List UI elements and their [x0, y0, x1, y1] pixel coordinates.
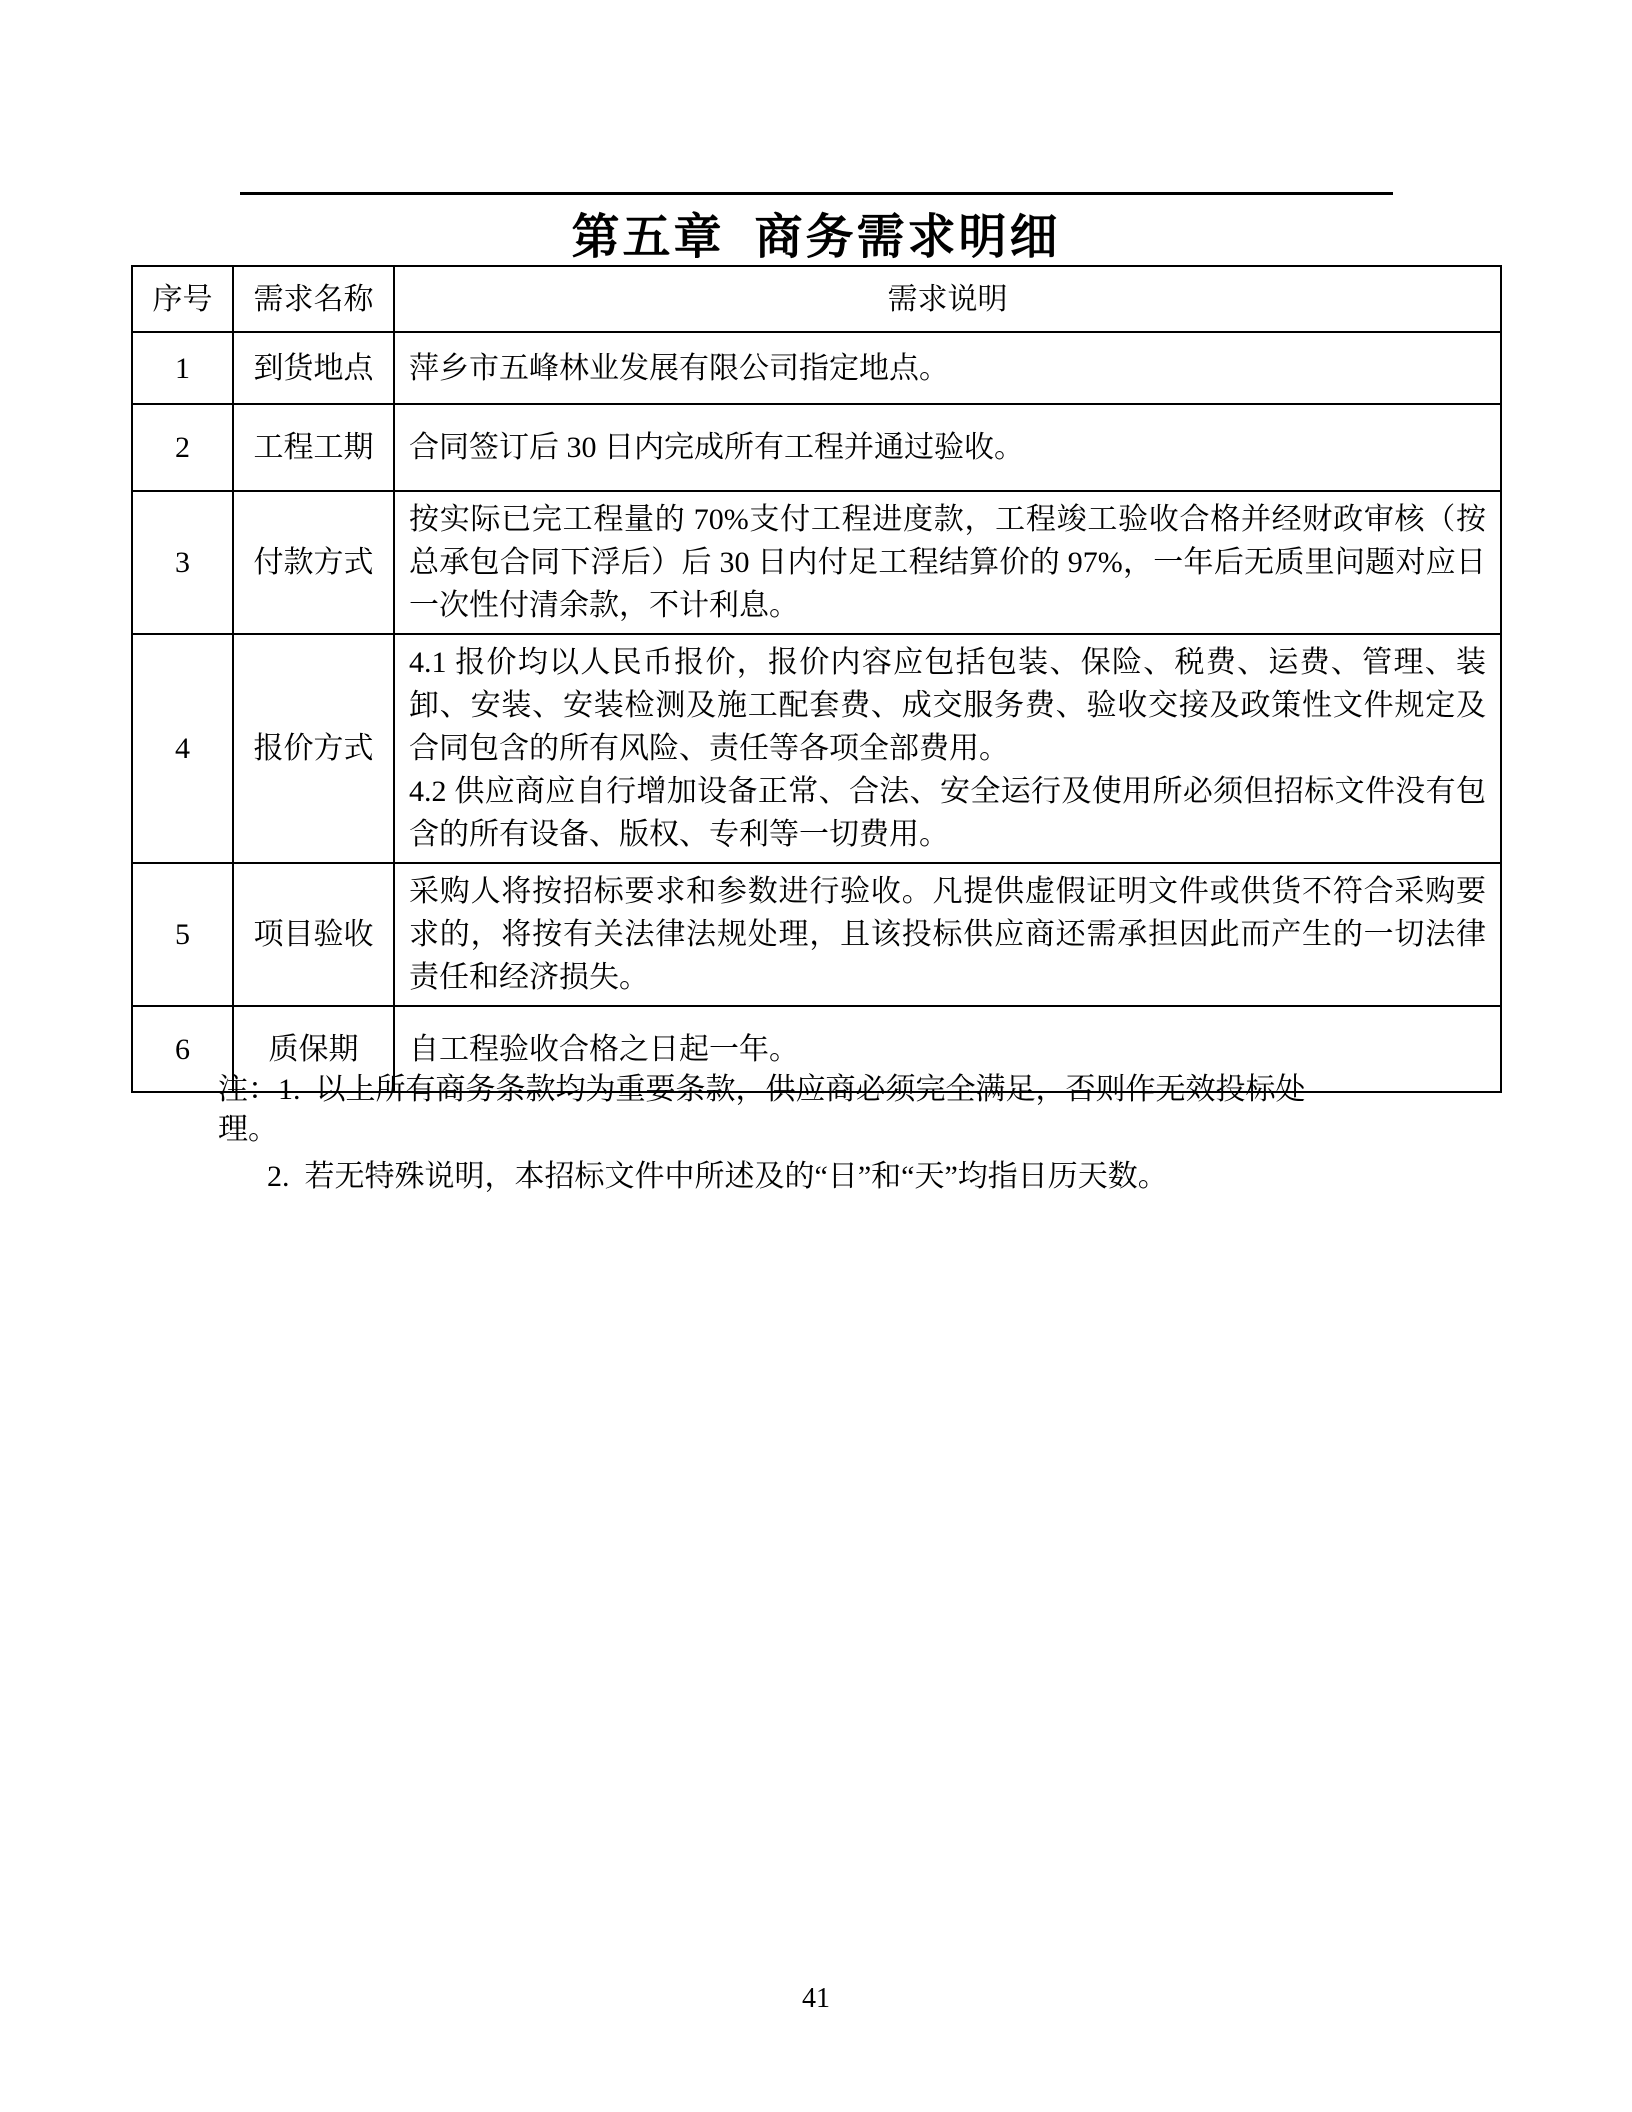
notes-block [218, 1070, 1438, 1197]
row-desc: 按实际已完工程量的 70%支付工程进度款，工程竣工验收合格并经财政审核（按总承包合同下浮后）后 30 日内付足工程结算价的 97%，一年后无质里问题对应日一次性付清余款，不计利息。 [394, 491, 1501, 634]
note-2: 2. 若无特殊说明，本招标文件中所述及的“日”和“天”均指日历天数。 [267, 1160, 1168, 1193]
row-no: 6 [132, 1006, 233, 1092]
table-row [132, 634, 1501, 863]
page-header-rule [240, 192, 1393, 195]
row-desc: 采购人将按招标要求和参数进行验收。凡提供虚假证明文件或供货不符合采购要求的，将按有关法律法规处理，且该投标供应商还需承担因此而产生的一切法律责任和经济损失。 [394, 863, 1501, 1006]
table-row [132, 863, 1501, 1006]
table-row [132, 491, 1501, 634]
page-title: 第五章 商务需求明细 [571, 211, 1061, 264]
row-name: 到货地点 [233, 332, 394, 404]
note-1-line-1: 注：1. 以上所有商务条款均为重要条款，供应商必须完全满足，否则作无效投标处 [218, 1073, 1306, 1106]
row-name: 质保期 [233, 1006, 394, 1092]
row-no: 2 [132, 404, 233, 491]
page-number: 41 [802, 1983, 830, 2014]
row-name: 报价方式 [233, 634, 394, 863]
row-name: 工程工期 [233, 404, 394, 491]
row-desc: 萍乡市五峰林业发展有限公司指定地点。 [394, 332, 1501, 404]
row-desc: 合同签订后 30 日内完成所有工程并通过验收。 [394, 404, 1501, 491]
row-name: 付款方式 [233, 491, 394, 634]
row-desc-paragraph: 4.1 报价均以人民币报价，报价内容应包括包装、保险、税费、运费、管理、装卸、安装、安装检测及施工配套费、成交服务费、验收交接及政策性文件规定及合同包含的所有风险、责任等各项全部费用。 [409, 646, 1486, 765]
row-name: 项目验收 [233, 863, 394, 1006]
table-header-row [132, 266, 1501, 332]
table-row [132, 404, 1501, 491]
row-desc: 自工程验收合格之日起一年。 [394, 1006, 1501, 1092]
note-1-line-2: 理。 [218, 1113, 278, 1146]
row-no: 3 [132, 491, 233, 634]
header-cell-name: 需求名称 [233, 266, 394, 332]
table-row [132, 332, 1501, 404]
row-no: 4 [132, 634, 233, 863]
row-desc [394, 634, 1501, 863]
header-cell-no: 序号 [132, 266, 233, 332]
row-no: 1 [132, 332, 233, 404]
requirements-table [131, 265, 1502, 1093]
row-desc-paragraph: 4.2 供应商应自行增加设备正常、合法、安全运行及使用所必须但招标文件没有包含的所有设备、版权、专利等一切费用。 [409, 775, 1486, 851]
header-cell-desc: 需求说明 [394, 266, 1501, 332]
row-no: 5 [132, 863, 233, 1006]
